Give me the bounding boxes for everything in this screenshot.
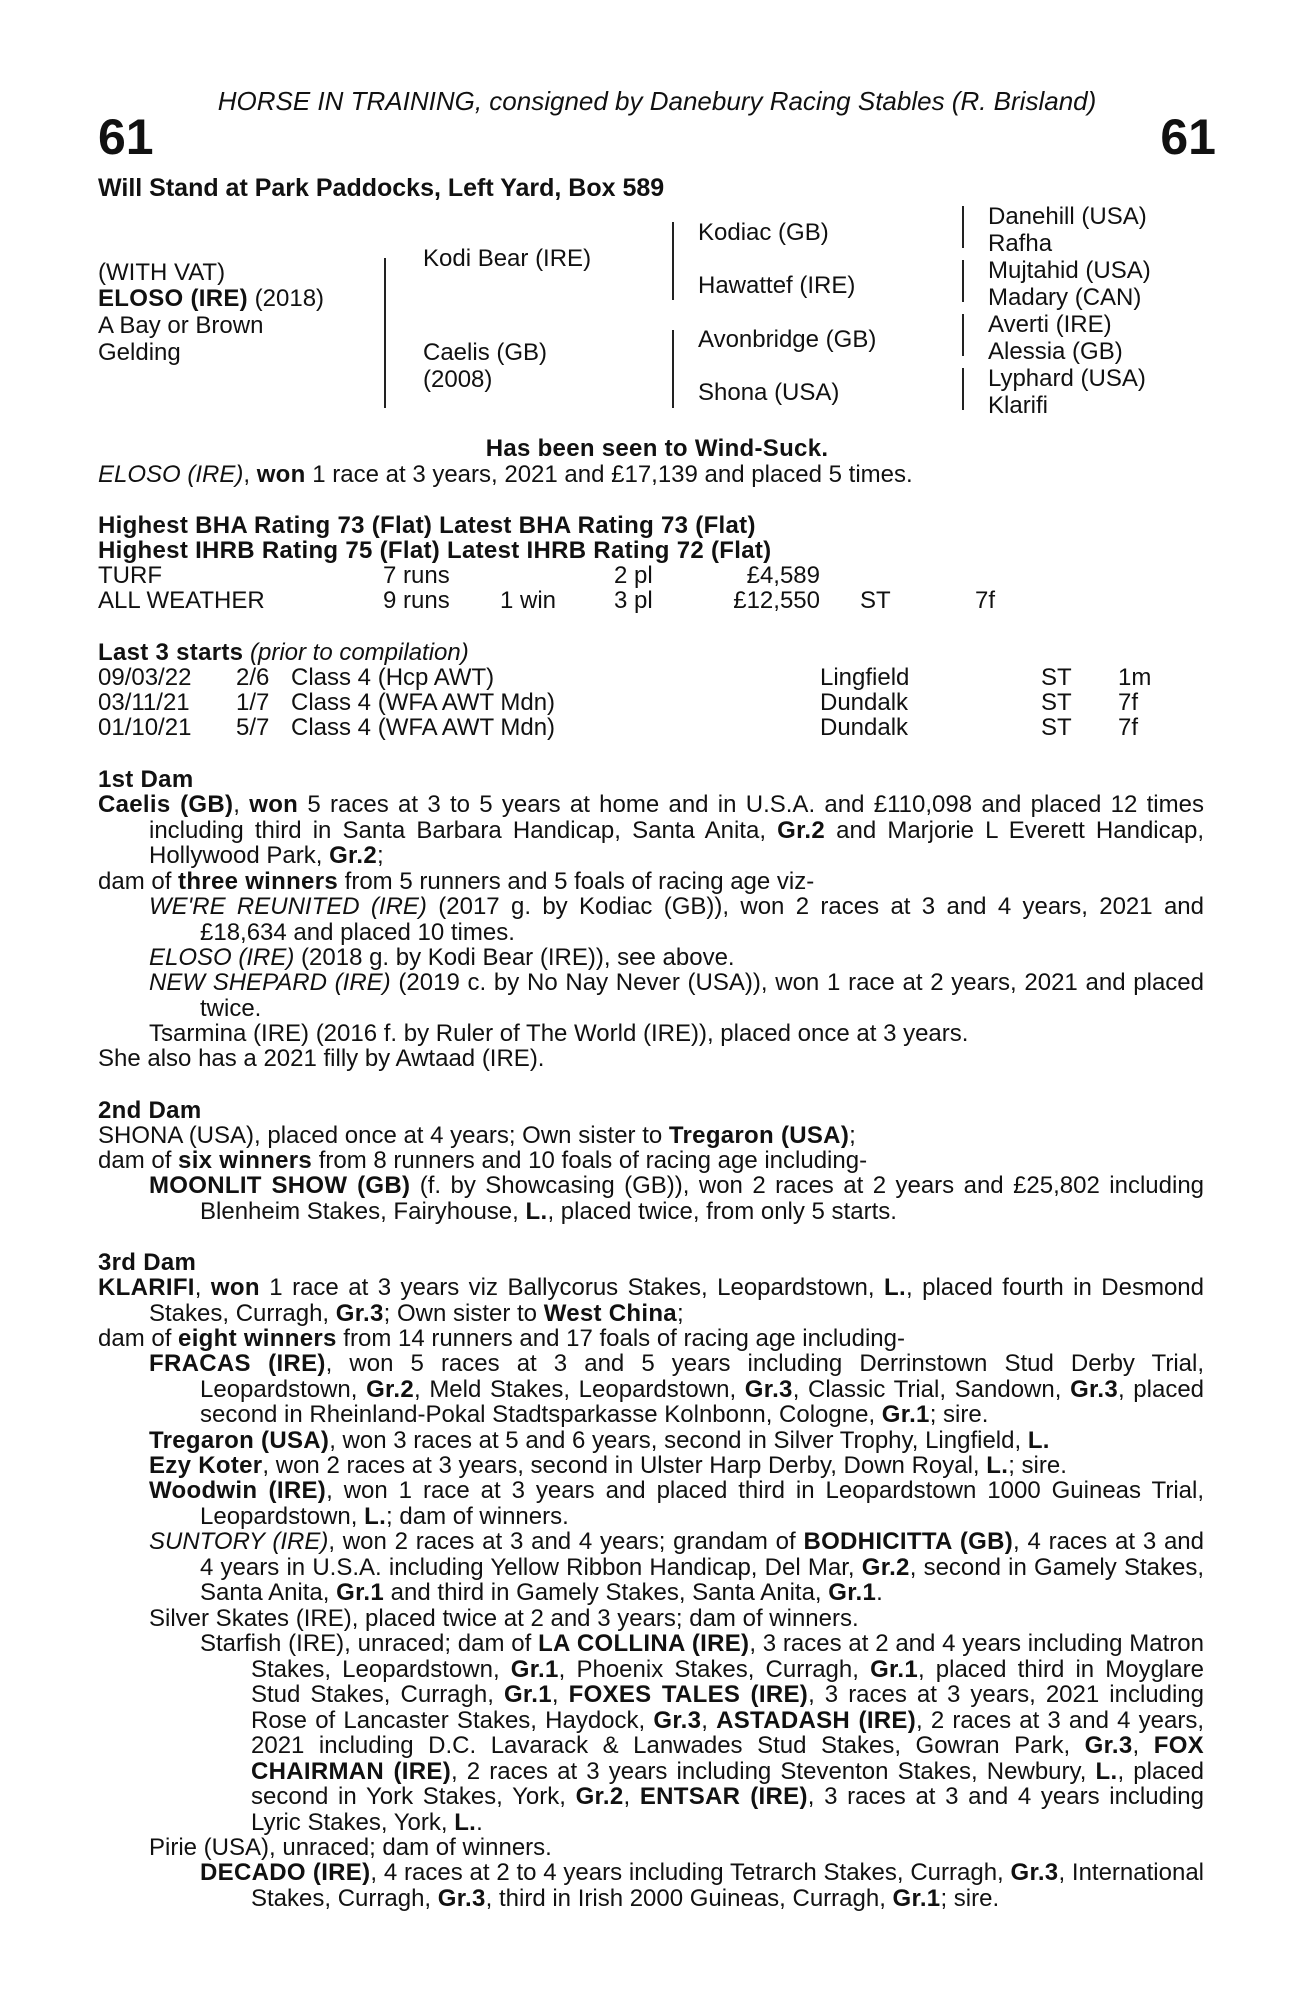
dam-of-text: dam of bbox=[98, 1147, 179, 1174]
start-date: 09/03/22 bbox=[98, 664, 192, 691]
offspring-name: NEW SHEPARD (IRE) bbox=[149, 969, 391, 996]
offspring-entry bbox=[149, 894, 1204, 945]
offspring-text: (2017 g. by Kodiac (GB)), won 2 races at 3 and 4 years, 2021 and £18,634 and placed 10 times. bbox=[200, 893, 1204, 946]
lot-number-right: 61 bbox=[1160, 109, 1216, 165]
dam-year: (2008) bbox=[423, 366, 493, 393]
winners-count: three winners bbox=[178, 868, 338, 895]
horse-name-line bbox=[98, 286, 324, 312]
first-dam-produce-line bbox=[98, 869, 814, 895]
grandchild-name: ENTSAR (IRE) bbox=[639, 1783, 808, 1810]
ratings-prize: £12,550 bbox=[733, 587, 820, 614]
grade-label: L. bbox=[364, 1502, 387, 1530]
offspring-text: , Meld Stakes, Leopardstown, bbox=[414, 1375, 745, 1403]
grade-label: Gr.3 bbox=[744, 1375, 793, 1403]
pedigree-g3-5: Averti (IRE) bbox=[988, 311, 1112, 338]
offspring-name: Tregaron (USA) bbox=[149, 1427, 330, 1454]
pedigree-brace-g4 bbox=[962, 368, 964, 410]
offspring-entry bbox=[149, 1453, 1067, 1479]
horse-year: (2018) bbox=[247, 285, 325, 312]
third-dam-name: KLARIFI bbox=[98, 1274, 195, 1301]
offspring-text: ; dam of winners. bbox=[386, 1502, 569, 1530]
grade-label: L. bbox=[454, 1808, 477, 1836]
second-dam-text: SHONA (USA), placed once at 4 years; Own sister to bbox=[98, 1122, 669, 1149]
grade-label: Gr.1 bbox=[881, 1401, 930, 1428]
offspring-text: , 3 races at 3 years, 2021 including Rose of Lancaster Stakes, Haydock, bbox=[251, 1681, 1205, 1734]
offspring-entry bbox=[149, 1478, 1204, 1529]
ratings-placed: 2 pl bbox=[614, 562, 653, 589]
start-position: 2/6 bbox=[236, 664, 270, 691]
offspring-text: Starfish (IRE), unraced; dam of bbox=[200, 1630, 539, 1657]
grandchild-name: DECADO (IRE) bbox=[200, 1859, 371, 1886]
ihrb-rating: Highest IHRB Rating 75 (Flat) Latest IHRB Rating 72 (Flat) bbox=[98, 537, 772, 564]
pedigree-brace-main bbox=[384, 258, 386, 408]
second-dam-produce-line bbox=[98, 1148, 867, 1174]
grade-label: Gr.1 bbox=[503, 1681, 552, 1708]
vat-note: (WITH VAT) bbox=[98, 259, 226, 286]
offspring-text: ; sire. bbox=[929, 1401, 989, 1428]
offspring-name: Woodwin (IRE) bbox=[149, 1477, 327, 1504]
third-dam-produce-line bbox=[98, 1326, 905, 1352]
grandchild-name: LA COLLINA (IRE) bbox=[538, 1630, 750, 1657]
summary-text: 1 race at 3 years, 2021 and £17,139 and placed 5 times. bbox=[305, 461, 913, 488]
grandchild-name: FOX CHAIRMAN (IRE) bbox=[251, 1732, 1204, 1785]
grandchild-name: BODHICITTA (GB) bbox=[803, 1528, 1014, 1555]
grade-label: L. bbox=[1027, 1427, 1050, 1454]
offspring-text: . bbox=[476, 1808, 483, 1836]
offspring-name: Ezy Koter bbox=[149, 1452, 263, 1479]
offspring-name: SUNTORY (IRE) bbox=[149, 1528, 329, 1555]
dam-of-text: from 14 runners and 17 foals of racing age including- bbox=[336, 1325, 905, 1352]
start-position: 5/7 bbox=[236, 714, 270, 741]
start-distance: 7f bbox=[1118, 689, 1139, 716]
offspring-text: , third in Irish 2000 Guineas, Curragh, bbox=[485, 1884, 893, 1912]
grade-label: Gr.1 bbox=[892, 1884, 941, 1912]
ratings-distance: 7f bbox=[975, 587, 996, 614]
offspring-text: , placed second in York Stakes, York, bbox=[251, 1757, 1205, 1810]
offspring-text: (2019 c. by No Nay Never (USA)), won 1 race at 2 years, 2021 and placed twice. bbox=[200, 969, 1204, 1022]
consignment-line: HORSE IN TRAINING, consigned by Danebury Racing Stables (R. Brisland) bbox=[217, 86, 1097, 116]
sire-sire: Kodiac (GB) bbox=[698, 219, 829, 246]
second-dam-heading: 2nd Dam bbox=[98, 1097, 202, 1124]
grand-offspring-entry bbox=[200, 1631, 1204, 1835]
grade-label: Gr.2 bbox=[575, 1783, 624, 1810]
grand-offspring-entry bbox=[200, 1860, 1204, 1911]
dam-of-text: from 8 runners and 10 foals of racing age including- bbox=[312, 1147, 868, 1174]
stand-location: Will Stand at Park Paddocks, Left Yard, Box 589 bbox=[98, 174, 665, 202]
offspring-text: , second in Gamely Stakes, Santa Anita, bbox=[200, 1553, 1204, 1606]
start-date: 01/10/21 bbox=[98, 714, 192, 741]
offspring-entry bbox=[149, 1428, 1050, 1454]
ratings-runs: 7 runs bbox=[383, 562, 450, 589]
grade-label: Gr.1 bbox=[510, 1655, 559, 1683]
pedigree-g3-3: Mujtahid (USA) bbox=[988, 257, 1151, 284]
ratings-wins: 1 win bbox=[500, 587, 557, 614]
first-dam-won: won bbox=[249, 791, 299, 818]
second-dam-text: ; bbox=[849, 1122, 856, 1149]
winners-count: eight winners bbox=[178, 1325, 337, 1352]
pedigree-g3-6: Alessia (GB) bbox=[988, 338, 1123, 365]
third-dam-heading: 3rd Dam bbox=[98, 1249, 197, 1276]
ratings-surface: TURF bbox=[98, 562, 162, 589]
offspring-text: , 4 races at 3 and 4 years in U.S.A. including Yellow Ribbon Handicap, Del Mar, bbox=[200, 1528, 1205, 1581]
grade-label: L. bbox=[884, 1274, 906, 1301]
sire: Kodi Bear (IRE) bbox=[423, 245, 592, 272]
offspring-text: (f. by Showcasing (GB)), won 2 races at 2 years and £25,802 including Blenheim Stakes, Fairyhouse, bbox=[200, 1172, 1205, 1225]
offspring-text: , placed twice, from only 5 starts. bbox=[547, 1197, 897, 1225]
ratings-prize: £4,589 bbox=[746, 562, 820, 589]
offspring-text: , won 1 race at 3 years and placed third in Leopardstown 1000 Guineas Trial, Leopardstown, bbox=[200, 1477, 1205, 1530]
start-going: ST bbox=[1041, 664, 1072, 691]
offspring-entry bbox=[149, 970, 1204, 1021]
horse-name: ELOSO (IRE) bbox=[98, 285, 248, 312]
grandchild-name: FOXES TALES (IRE) bbox=[568, 1681, 809, 1708]
grade-label: Gr.3 bbox=[653, 1706, 702, 1734]
pedigree-brace-dam bbox=[672, 330, 674, 408]
dam-of-text: dam of bbox=[98, 868, 179, 895]
grade-label: Gr.2 bbox=[777, 816, 826, 844]
start-race: Class 4 (WFA AWT Mdn) bbox=[291, 714, 556, 741]
start-distance: 1m bbox=[1118, 664, 1152, 691]
first-dam-name: Caelis (GB) bbox=[98, 791, 234, 818]
grade-label: Gr.2 bbox=[366, 1375, 414, 1403]
offspring-name: FRACAS (IRE) bbox=[149, 1350, 326, 1377]
grade-label: Gr.3 bbox=[335, 1299, 384, 1327]
lot-number-left: 61 bbox=[98, 109, 154, 165]
grade-label: L. bbox=[1095, 1757, 1118, 1785]
offspring-text: (2018 g. by Kodi Bear (IRE)), see above. bbox=[294, 944, 735, 971]
pedigree-g3-1: Danehill (USA) bbox=[988, 203, 1147, 230]
summary-horse-name: ELOSO (IRE) bbox=[98, 461, 244, 488]
dam-sire: Avonbridge (GB) bbox=[698, 326, 877, 353]
grade-label: Gr.3 bbox=[1070, 1375, 1118, 1403]
third-dam-text: , placed fourth in Desmond Stakes, Curragh, bbox=[149, 1274, 1204, 1327]
dam-dam: Shona (USA) bbox=[698, 379, 840, 406]
offspring-entry bbox=[149, 945, 735, 971]
start-position: 1/7 bbox=[236, 689, 270, 716]
offspring-text: , placed third in Moyglare Stud Stakes, Curragh, bbox=[251, 1655, 1204, 1708]
dam-of-text: dam of bbox=[98, 1325, 179, 1352]
offspring-text: ; sire. bbox=[940, 1884, 1000, 1912]
pedigree-brace-sire bbox=[672, 222, 674, 300]
offspring-entry: Silver Skates (IRE), placed twice at 2 and 3 years; dam of winners. bbox=[149, 1605, 859, 1632]
offspring-text: , bbox=[701, 1706, 717, 1734]
start-course: Lingfield bbox=[820, 664, 910, 691]
first-dam-text: ; bbox=[376, 842, 384, 869]
relation-name: West China bbox=[543, 1299, 677, 1327]
offspring-text: , Phoenix Stakes, Curragh, bbox=[558, 1655, 871, 1683]
pedigree-brace-g1 bbox=[962, 206, 964, 248]
first-dam-heading: 1st Dam bbox=[98, 766, 194, 793]
grade-label: Gr.1 bbox=[870, 1655, 918, 1683]
sire-dam: Hawattef (IRE) bbox=[698, 272, 856, 299]
start-going: ST bbox=[1041, 689, 1072, 716]
last-starts-title: Last 3 starts bbox=[98, 639, 244, 666]
pedigree-g3-4: Madary (CAN) bbox=[988, 284, 1142, 311]
third-dam-won: won bbox=[210, 1274, 260, 1301]
start-race: Class 4 (WFA AWT Mdn) bbox=[291, 689, 556, 716]
offspring-text: , 2 races at 3 years including Steventon Stakes, Newbury, bbox=[450, 1757, 1096, 1785]
second-dam-record bbox=[98, 1123, 856, 1149]
offspring-name: MOONLIT SHOW (GB) bbox=[149, 1172, 411, 1199]
winners-count: six winners bbox=[178, 1147, 313, 1174]
pedigree-g3-2: Rafha bbox=[988, 230, 1053, 257]
offspring-entry bbox=[149, 1173, 1204, 1224]
pedigree-brace-g2 bbox=[962, 260, 964, 302]
ratings-runs: 9 runs bbox=[383, 587, 450, 614]
offspring-entry: Tsarmina (IRE) (2016 f. by Ruler of The World (IRE)), placed once at 3 years. bbox=[149, 1020, 969, 1047]
ratings-surface: ALL WEATHER bbox=[98, 587, 265, 614]
offspring-text: , 3 races at 2 and 4 years including Matron Stakes, Leopardstown, bbox=[251, 1630, 1204, 1683]
offspring-name: WE'RE REUNITED (IRE) bbox=[149, 893, 427, 920]
summary-won: won bbox=[256, 461, 306, 488]
ratings-going: ST bbox=[860, 587, 891, 614]
pedigree-g3-7: Lyphard (USA) bbox=[988, 365, 1146, 392]
race-summary: ELOSO (IRE), won 1 race at 3 years, 2021 and £17,139 and placed 5 times. bbox=[98, 461, 913, 488]
grade-label: Gr.3 bbox=[1010, 1859, 1059, 1886]
start-date: 03/11/21 bbox=[98, 689, 190, 716]
dam-of-text: from 5 runners and 5 foals of racing age viz- bbox=[338, 868, 815, 895]
offspring-text: , bbox=[1132, 1732, 1154, 1759]
offspring-text: , won 5 races at 3 and 5 years including Derrinstown Stud Derby Trial, Leopardstown, bbox=[200, 1350, 1204, 1403]
horse-description-1: A Bay or Brown bbox=[98, 312, 264, 339]
dam: Caelis (GB) bbox=[423, 339, 548, 366]
grade-label: Gr.3 bbox=[437, 1884, 486, 1912]
start-going: ST bbox=[1041, 714, 1072, 741]
grade-label: Gr.1 bbox=[828, 1579, 877, 1606]
first-dam-text: and Marjorie L Everett Handicap, Hollywood Park, bbox=[149, 816, 1204, 869]
first-dam-record: Caelis (GB), won 5 races at 3 to 5 years at home and in U.S.A. and £110,098 and placed 12 times including third in Santa Barbara Handicap, Santa Anita, Gr.2 and Marjorie L Everett Handicap, Hollywood Park, Gr.2; bbox=[98, 791, 1204, 869]
offspring-text: , won 2 races at 3 and 4 years; grandam of bbox=[328, 1528, 804, 1555]
offspring-text: , 2 races at 3 and 4 years, 2021 including D.C. Lavarack & Lanwades Stud Stakes, Gowran Park, bbox=[251, 1706, 1204, 1759]
offspring-text: , won 2 races at 3 years, second in Ulster Harp Derby, Down Royal, bbox=[262, 1452, 987, 1479]
offspring-text: , bbox=[551, 1681, 569, 1708]
grade-label: Gr.1 bbox=[336, 1579, 385, 1606]
offspring-text: , Classic Trial, Sandown, bbox=[792, 1375, 1071, 1403]
offspring-text: , won 3 races at 5 and 6 years, second in Silver Trophy, Lingfield, bbox=[329, 1427, 1028, 1454]
grade-label: L. bbox=[525, 1197, 548, 1225]
horse-description-2: Gelding bbox=[98, 339, 181, 366]
grade-label: Gr.2 bbox=[861, 1553, 910, 1581]
start-race: Class 4 (Hcp AWT) bbox=[291, 664, 495, 691]
pedigree-g3-8: Klarifi bbox=[988, 392, 1049, 419]
windsuck-note: Has been seen to Wind-Suck. bbox=[485, 435, 829, 462]
third-dam-record: KLARIFI, won 1 race at 3 years viz Ballycorus Stakes, Leopardstown, L., placed fourth in Desmond Stakes, Curragh, Gr.3; Own sister to West China; bbox=[98, 1274, 1204, 1327]
start-distance: 7f bbox=[1118, 714, 1139, 741]
ratings-placed: 3 pl bbox=[614, 587, 653, 614]
offspring-text: , 4 races at 2 to 4 years including Tetrarch Stakes, Curragh, bbox=[370, 1859, 1011, 1886]
third-dam-text: ; Own sister to bbox=[383, 1299, 544, 1327]
last-starts-subtitle: (prior to compilation) bbox=[243, 639, 469, 666]
offspring-text: , International Stakes, Curragh, bbox=[251, 1859, 1204, 1912]
offspring-text: , bbox=[623, 1783, 640, 1810]
offspring-entry bbox=[149, 1529, 1204, 1606]
offspring-text: . bbox=[876, 1579, 883, 1606]
offspring-entry: Pirie (USA), unraced; dam of winners. bbox=[149, 1834, 552, 1861]
pedigree-brace-g3 bbox=[962, 314, 964, 356]
offspring-text: , 3 races at 3 and 4 years including Lyric Stakes, York, bbox=[251, 1783, 1204, 1836]
grade-label: Gr.2 bbox=[329, 842, 377, 869]
offspring-text: and third in Gamely Stakes, Santa Anita, bbox=[384, 1579, 829, 1606]
last-starts-heading bbox=[98, 640, 469, 666]
relation-name: Tregaron (USA) bbox=[668, 1122, 850, 1149]
start-course: Dundalk bbox=[820, 714, 909, 741]
grandchild-name: ASTADASH (IRE) bbox=[716, 1706, 917, 1734]
first-dam-also: She also has a 2021 filly by Awtaad (IRE). bbox=[98, 1045, 545, 1072]
offspring-name: ELOSO (IRE) bbox=[149, 944, 295, 971]
third-dam-text: ; bbox=[676, 1299, 684, 1327]
third-dam-text: 1 race at 3 years viz Ballycorus Stakes, Leopardstown, bbox=[259, 1274, 885, 1301]
grade-label: Gr.3 bbox=[1084, 1732, 1133, 1759]
grade-label: L. bbox=[986, 1452, 1009, 1479]
offspring-entry bbox=[149, 1351, 1204, 1428]
first-dam-text: 5 races at 3 to 5 years at home and in U.S.A. and £110,098 and placed 12 times including third in Santa Barbara Handicap, Santa Anita, bbox=[149, 791, 1204, 844]
start-course: Dundalk bbox=[820, 689, 909, 716]
offspring-text: ; sire. bbox=[1008, 1452, 1067, 1479]
offspring-text: , placed second in Rheinland-Pokal Stadtsparkasse Kolnbonn, Cologne, bbox=[200, 1375, 1205, 1428]
bha-rating: Highest BHA Rating 73 (Flat) Latest BHA Rating 73 (Flat) bbox=[98, 512, 756, 539]
